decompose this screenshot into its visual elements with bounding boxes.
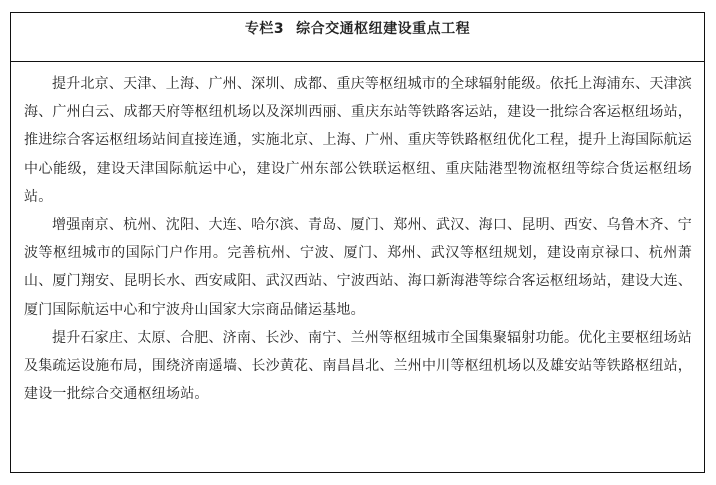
paragraph-2: 增强南京、杭州、沈阳、大连、哈尔滨、青岛、厦门、郑州、武汉、海口、昆明、西安、乌鲁木齐、宁波等枢纽城市的国际门户作用。完善杭州、宁波、厦门、郑州、武汉等枢纽规划，建设南京禄口、杭州萧山、厦门翔安、昆明长水、西安咸阳、武汉西站、宁波西站、海口新海港等综合客运枢纽场站，建设大连、厦门国际航运中心和宁波舟山国家大宗商品储运基地。 [24, 217, 692, 318]
box-body [24, 70, 692, 408]
paragraph-1: 提升北京、天津、上海、广州、深圳、成都、重庆等枢纽城市的全球辐射能级。依托上海浦东、天津滨海、广州白云、成都天府等枢纽机场以及深圳西丽、重庆东站等铁路客运站，建设一批综合客运枢纽场站，推进综合客运枢纽场站间直接连通，实施北京、上海、广州、重庆等铁路枢纽优化工程，提升上海国际航运中心能级，建设天津国际航运中心，建设广州东部公铁联运枢纽、重庆陆港型物流枢纽等综合货运枢纽场站。 [24, 76, 692, 205]
feature-box [10, 12, 705, 473]
title-prefix: 专栏3 [244, 21, 285, 37]
title-text: 综合交通枢纽建设重点工程 [296, 21, 471, 37]
box-title [11, 18, 704, 38]
paragraph-3: 提升石家庄、太原、合肥、济南、长沙、南宁、兰州等枢纽城市全国集聚辐射功能。优化主要枢纽场站及集疏运设施布局，围绕济南遥墙、长沙黄花、南昌昌北、兰州中川等枢纽机场以及雄安站等铁路枢纽站，建设一批综合交通枢纽场站。 [24, 329, 692, 403]
box-header [11, 13, 704, 62]
